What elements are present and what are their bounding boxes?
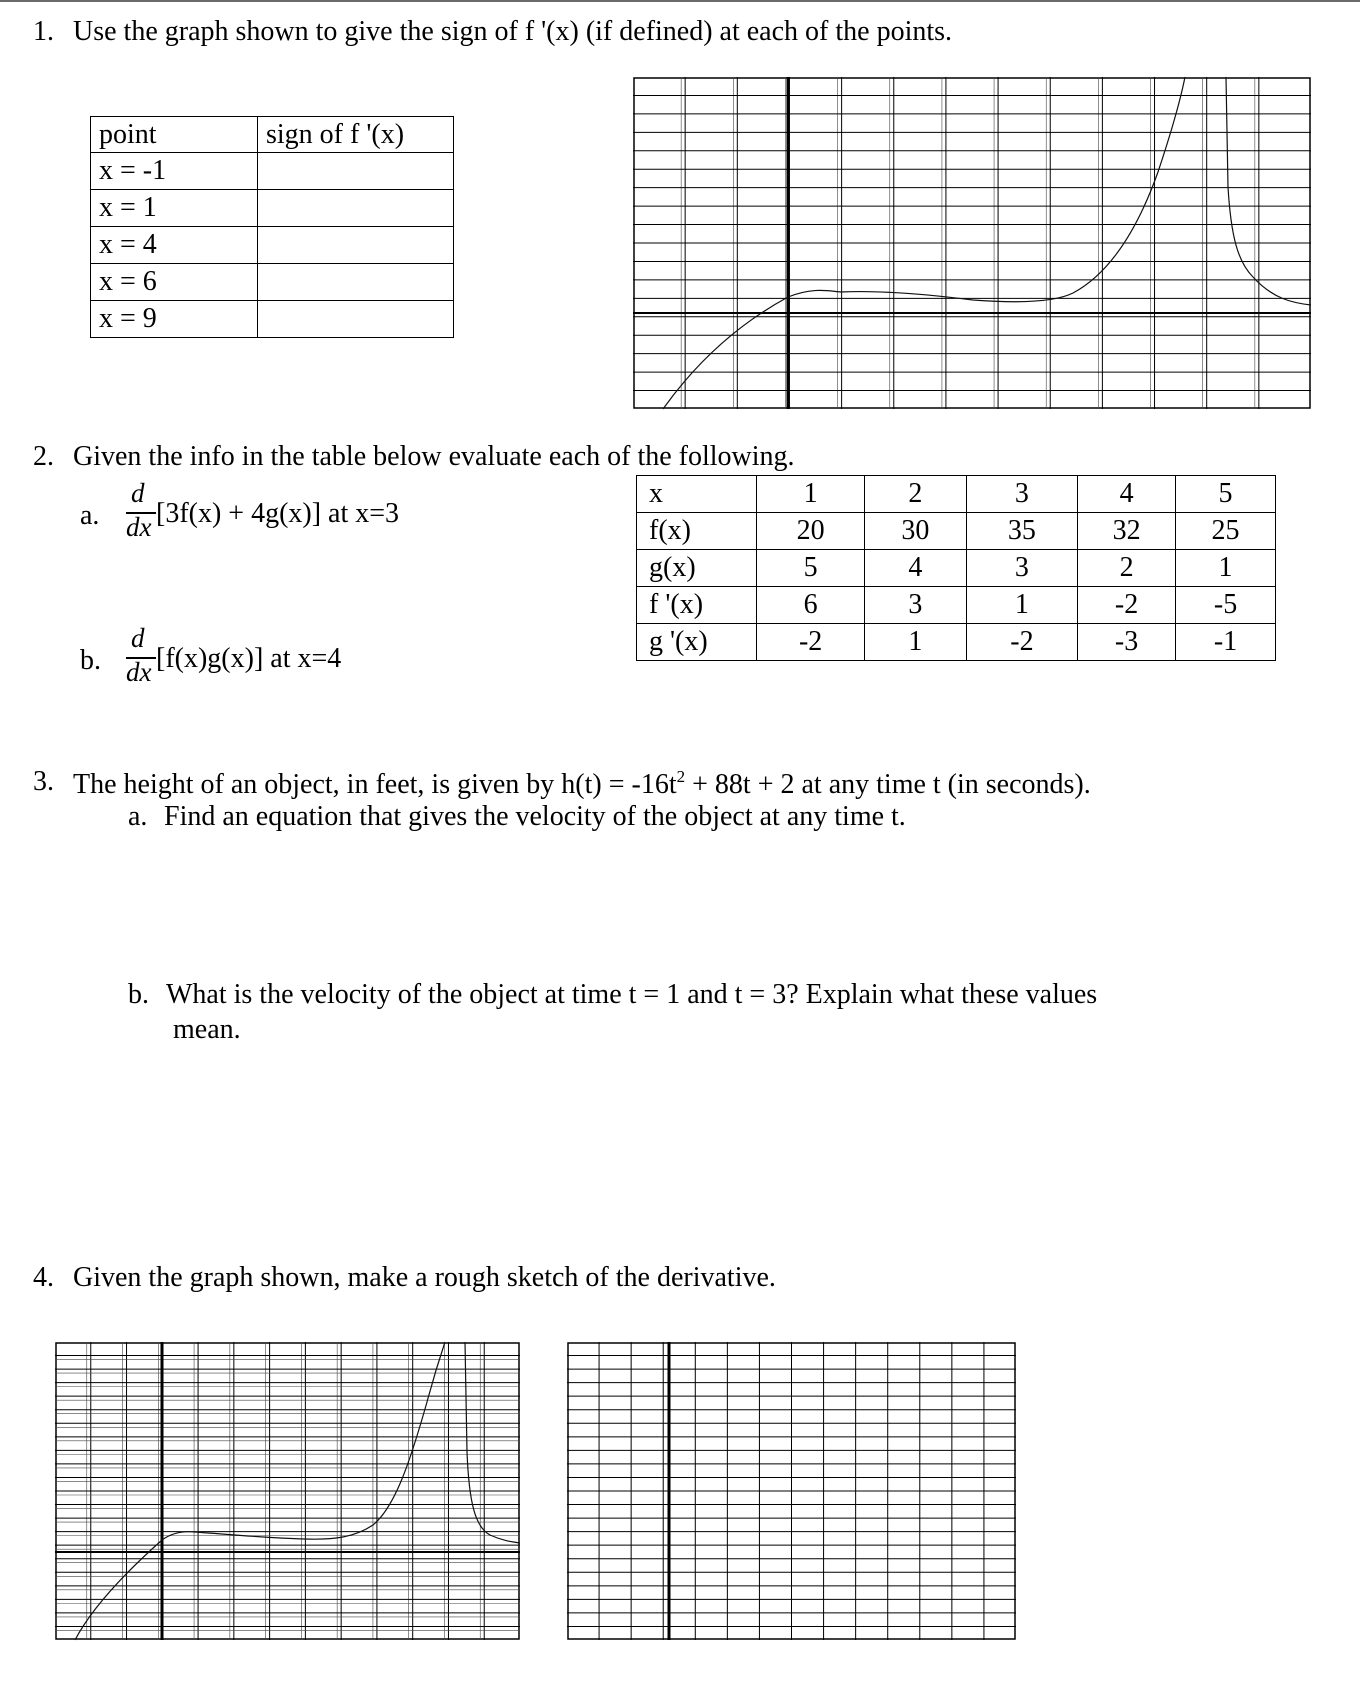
q1-sign-cell[interactable]: [258, 190, 454, 227]
q2-table-cell: -1: [1176, 624, 1276, 661]
q1-text: Use the graph shown to give the sign of f '(x) (if defined) at each of the points.: [73, 16, 953, 47]
q1-sign-cell[interactable]: [258, 264, 454, 301]
q1-number: 1.: [33, 16, 54, 47]
q2-table-cell: 1: [966, 587, 1077, 624]
q2-table-cell: 35: [966, 513, 1077, 550]
q2-table-cell: 20: [757, 513, 865, 550]
q3b-text-line2: mean.: [173, 1014, 241, 1045]
q2-table-row: [637, 587, 1276, 624]
q4-text: Given the graph shown, make a rough sketch of the derivative.: [73, 1262, 776, 1293]
q1-sign-cell[interactable]: [258, 153, 454, 190]
q3-text-part2: + 88t + 2 at any time t (in seconds).: [685, 769, 1091, 800]
q4-function-graph: [55, 1342, 520, 1640]
q2a-dx: dx: [126, 512, 152, 542]
q1-sign-cell[interactable]: [258, 301, 454, 338]
q2-table-cell: 2: [1078, 550, 1176, 587]
q2-table-cell: 1: [757, 476, 865, 513]
q2-row-label: f(x): [637, 513, 757, 550]
q4-number: 4.: [33, 1262, 54, 1293]
q2-table-cell: 4: [1078, 476, 1176, 513]
q2-table-cell: 3: [864, 587, 966, 624]
q2-table-cell: 1: [864, 624, 966, 661]
q2b-d: d: [131, 623, 145, 653]
q2-row-label: g '(x): [637, 624, 757, 661]
q2-text: Given the info in the table below evaluate each of the following.: [73, 441, 795, 472]
q2-number: 2.: [33, 441, 54, 472]
q3-number: 3.: [33, 766, 54, 797]
q3-text: [73, 768, 1091, 799]
q2-table-cell: 3: [966, 550, 1077, 587]
q2-table-cell: -2: [757, 624, 865, 661]
q1-point: x = 4: [91, 227, 258, 264]
q1-function-graph: [633, 77, 1311, 409]
q2b-label: b.: [80, 645, 101, 676]
q2-table-cell: 25: [1176, 513, 1276, 550]
q2a-d: d: [131, 478, 145, 508]
q2-values-table: [636, 475, 1276, 661]
q2-row-label: x: [637, 476, 757, 513]
q2-row-label: g(x): [637, 550, 757, 587]
q2a-label: a.: [80, 500, 100, 531]
q2-table-row: [637, 624, 1276, 661]
q2-table-cell: 4: [864, 550, 966, 587]
q2-table-cell: -5: [1176, 587, 1276, 624]
q2b-derivative-operator: [126, 623, 158, 685]
q1-point: x = 1: [91, 190, 258, 227]
q2-table-cell: -3: [1078, 624, 1176, 661]
q2-table-cell: 1: [1176, 550, 1276, 587]
q3a-text: Find an equation that gives the velocity of the object at any time t.: [164, 801, 906, 832]
q2-table-cell: 3: [966, 476, 1077, 513]
q2b-expression: [f(x)g(x)] at x=4: [156, 643, 342, 674]
q2-table-row: [637, 476, 1276, 513]
q1-header-sign: sign of f '(x): [258, 117, 454, 153]
q1-point: x = 6: [91, 264, 258, 301]
q2-table-cell: 30: [864, 513, 966, 550]
q2a-derivative-operator: [126, 478, 158, 540]
q2-table-cell: 5: [757, 550, 865, 587]
q2-table-cell: 5: [1176, 476, 1276, 513]
q2b-dx: dx: [126, 657, 152, 687]
q2-table-row: [637, 513, 1276, 550]
q2-table-cell: -2: [966, 624, 1077, 661]
q2-table-cell: 2: [864, 476, 966, 513]
q2-table-row: [637, 550, 1276, 587]
q3a-label: a.: [128, 801, 148, 832]
top-border: [0, 0, 1360, 2]
q1-sign-cell[interactable]: [258, 227, 454, 264]
q3b-text-line1: What is the velocity of the object at time t = 1 and t = 3? Explain what these values: [166, 979, 1098, 1010]
q1-header-point: point: [91, 117, 258, 153]
q3-text-part1: The height of an object, in feet, is given by h(t) = -16t: [73, 769, 677, 800]
q4-derivative-sketch-grid[interactable]: [567, 1342, 1016, 1640]
q3b-label: b.: [128, 979, 149, 1010]
q2a-expression: [3f(x) + 4g(x)] at x=3: [156, 498, 400, 529]
q2-table-cell: -2: [1078, 587, 1176, 624]
q2-table-cell: 6: [757, 587, 865, 624]
q1-point: x = 9: [91, 301, 258, 338]
q2-row-label: f '(x): [637, 587, 757, 624]
q2-table-cell: 32: [1078, 513, 1176, 550]
q1-point: x = -1: [91, 153, 258, 190]
q3-exponent: 2: [676, 767, 686, 786]
q1-sign-table: [90, 116, 454, 338]
